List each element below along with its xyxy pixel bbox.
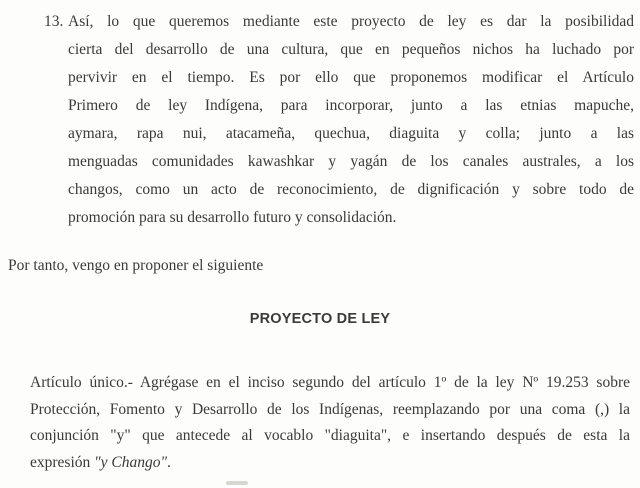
intro-text: Por tanto, vengo en proponer el siguiente: [8, 257, 264, 274]
section-heading: PROYECTO DE LEY: [249, 311, 391, 327]
paragraph-line: Así, lo que queremos mediante este proyecto de ley es dar la posibilidad: [68, 13, 634, 30]
article-line: Protección, Fomento y Desarrollo de los Indígenas, reemplazando por una coma (,) la: [30, 400, 630, 418]
paragraph-line: promoción para su desarrollo futuro y consolidación.: [68, 209, 397, 226]
paragraph-13: [68, 8, 634, 232]
article-line: conjunción "y" que antecede al vocablo "diaguita", e insertando después de esta la: [30, 427, 630, 444]
article-quoted-expression: "y Chango": [94, 453, 168, 471]
paragraph-line: menguadas comunidades kawashkar y yagán de los canales australes, a los: [68, 153, 634, 170]
article-last-prefix: expresión: [30, 453, 95, 471]
paragraph-line: Primero de ley Indígena, para incorporar, junto a las etnias mapuche,: [68, 97, 634, 114]
paragraph-line: pervivir en el tiempo. Es por ello que proponemos modificar el Artículo: [68, 69, 634, 86]
article-line: Artículo único.- Agrégase en el inciso segundo del artículo 1º de la ley Nº 19.253 sobre: [30, 374, 630, 391]
article-line-last: [30, 450, 630, 477]
paragraph-line: changos, como un acto de reconocimiento, de dignificación y sobre todo de: [68, 181, 634, 198]
scan-mark: [226, 481, 248, 485]
paragraph-number: 13.: [44, 13, 64, 30]
article-last-suffix: .: [167, 453, 171, 471]
article-unico: [30, 370, 630, 476]
paragraph-line: aymara, rapa nui, atacameña, quechua, diaguita y colla; junto a las: [68, 125, 634, 142]
paragraph-line: cierta del desarrollo de una cultura, que en pequeños nichos ha luchado por: [68, 41, 634, 58]
